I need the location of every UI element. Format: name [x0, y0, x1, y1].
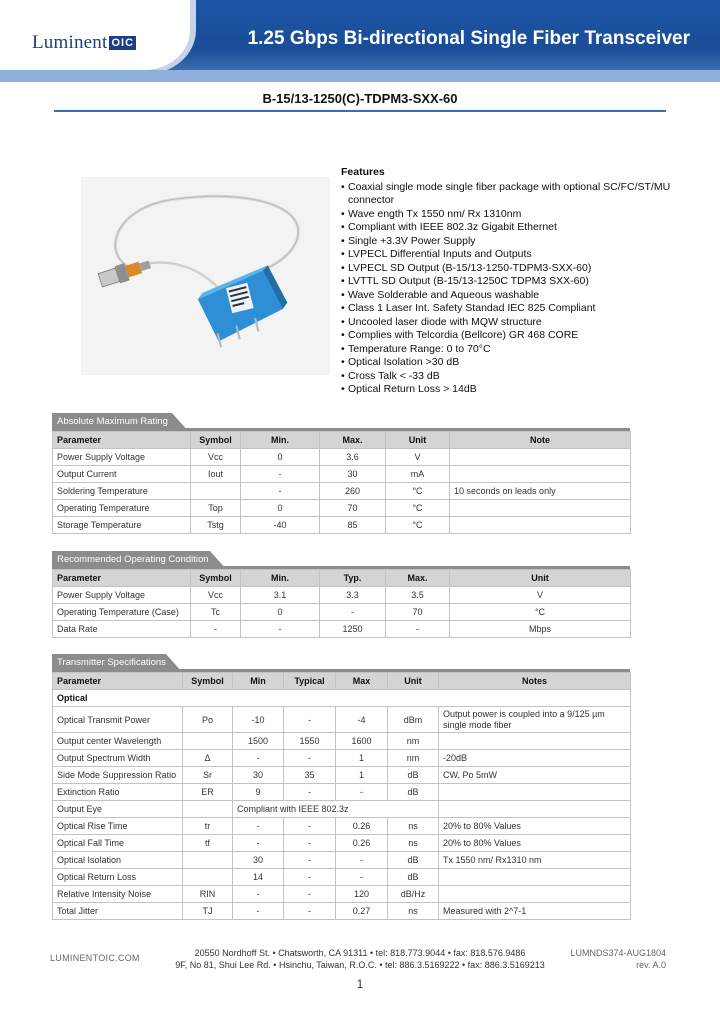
table-cell: dB/Hz: [388, 886, 439, 903]
table-cell: 3.1: [241, 587, 320, 604]
rec-op-table: [52, 569, 631, 638]
parameter-cell: Power Supply Voltage: [53, 587, 191, 604]
company-logo: [32, 32, 136, 54]
features-items: [341, 181, 671, 397]
rec-op-body: [53, 587, 631, 638]
tx-tab-row: [52, 654, 630, 672]
table-row: [53, 449, 631, 466]
table-cell: 0: [241, 604, 320, 621]
table-cell: -: [233, 818, 284, 835]
table-cell: dB: [388, 767, 439, 784]
column-header: Unit: [386, 432, 450, 449]
table-cell: -: [284, 869, 336, 886]
table-cell: Output power is coupled into a 9/125 µm single mode fiber: [439, 707, 631, 733]
parameter-cell: Output center Wavelength: [53, 733, 183, 750]
table-cell: tr: [183, 818, 233, 835]
table-cell: 1: [336, 767, 388, 784]
table-cell: 0.26: [336, 818, 388, 835]
table-cell: [439, 869, 631, 886]
table-cell: 35: [284, 767, 336, 784]
rec-op-section: [52, 551, 630, 638]
table-cell: 30: [320, 466, 386, 483]
page-number: 1: [356, 977, 364, 991]
footer-doc-info: [570, 947, 666, 971]
parameter-cell: Optical Return Loss: [53, 869, 183, 886]
table-cell: [450, 500, 631, 517]
table-cell: dBm: [388, 707, 439, 733]
table-cell: [439, 784, 631, 801]
table-row: [53, 587, 631, 604]
table-cell: -: [241, 466, 320, 483]
table-row: [53, 621, 631, 638]
rec-op-tab: Recommended Operating Condition: [52, 551, 210, 569]
table-row: [53, 784, 631, 801]
feature-item: • Cross Talk < -33 dB: [341, 370, 671, 384]
banner-lower-band: [0, 70, 720, 82]
feature-item: • Single +3.3V Power Supply: [341, 235, 671, 249]
table-cell: [450, 449, 631, 466]
column-header: Parameter: [53, 570, 191, 587]
column-header: Min.: [241, 432, 320, 449]
table-cell: Tx 1550 nm/ Rx1310 nm: [439, 852, 631, 869]
parameter-cell: Total Jitter: [53, 903, 183, 920]
table-header-row: [53, 570, 631, 587]
table-cell: [439, 733, 631, 750]
table-cell: Iout: [191, 466, 241, 483]
parameter-cell: Operating Temperature: [53, 500, 191, 517]
table-cell: TJ: [183, 903, 233, 920]
parameter-cell: Operating Temperature (Case): [53, 604, 191, 621]
table-cell: ns: [388, 835, 439, 852]
column-header: Note: [450, 432, 631, 449]
feature-item: • LVPECL SD Output (B-15/13-1250-TDPM3-SXX-60): [341, 262, 671, 276]
table-row: [53, 869, 631, 886]
group-label: Optical: [53, 690, 631, 707]
parameter-cell: Optical Rise Time: [53, 818, 183, 835]
address-line: 9F, No 81, Shui Lee Rd. • Hsinchu, Taiwan, R.O.C. • tel: 886.3.5169222 • fax: 886.3.5169213: [175, 960, 545, 970]
table-cell: 10 seconds on leads only: [450, 483, 631, 500]
table-cell: -: [386, 621, 450, 638]
features-list: [341, 166, 671, 397]
table-cell: Vcc: [191, 587, 241, 604]
table-cell: -10: [233, 707, 284, 733]
table-row: [53, 767, 631, 784]
table-header-row: [53, 432, 631, 449]
feature-item: • Class 1 Laser Int. Safety Standad IEC 825 Compliant: [341, 302, 671, 316]
column-header: Notes: [439, 673, 631, 690]
table-cell: 0: [241, 449, 320, 466]
table-cell: nm: [388, 733, 439, 750]
section-rule: [52, 428, 630, 431]
column-header: Parameter: [53, 673, 183, 690]
table-cell: Tstg: [191, 517, 241, 534]
parameter-cell: Power Supply Voltage: [53, 449, 191, 466]
table-cell: -: [233, 886, 284, 903]
table-cell: 1550: [284, 733, 336, 750]
table-cell: Po: [183, 707, 233, 733]
table-row: [53, 466, 631, 483]
table-cell: 3.3: [320, 587, 386, 604]
feature-item: • Wave Solderable and Aqueous washable: [341, 289, 671, 303]
table-cell: 3.6: [320, 449, 386, 466]
table-cell: mA: [386, 466, 450, 483]
table-cell: Mbps: [450, 621, 631, 638]
table-cell: -: [320, 604, 386, 621]
table-cell: Δ: [183, 750, 233, 767]
table-cell: nm: [388, 750, 439, 767]
column-header: Unit: [450, 570, 631, 587]
table-cell: 0: [241, 500, 320, 517]
table-cell: -: [336, 784, 388, 801]
abs-max-table: [52, 431, 631, 534]
table-cell: ns: [388, 903, 439, 920]
table-cell: RIN: [183, 886, 233, 903]
feature-item: • Temperature Range: 0 to 70°C: [341, 343, 671, 357]
table-cell: Vcc: [191, 449, 241, 466]
table-cell: 1600: [336, 733, 388, 750]
table-row: [53, 517, 631, 534]
table-cell: [183, 852, 233, 869]
logo-badge: OIC: [111, 37, 135, 49]
table-cell: -40: [241, 517, 320, 534]
column-header: Min.: [241, 570, 320, 587]
table-cell: dB: [388, 869, 439, 886]
revision: rev. A.0: [636, 960, 666, 970]
table-row: [53, 886, 631, 903]
parameter-cell: Optical Isolation: [53, 852, 183, 869]
table-group-row: [53, 690, 631, 707]
transceiver-illustration: [81, 177, 330, 375]
column-header: Parameter: [53, 432, 191, 449]
feature-item: • Wave ength Tx 1550 nm/ Rx 1310nm: [341, 208, 671, 222]
table-cell: ns: [388, 818, 439, 835]
tx-tab: Transmitter Specifications: [52, 654, 166, 672]
parameter-cell: Storage Temperature: [53, 517, 191, 534]
parameter-cell: Soldering Temperature: [53, 483, 191, 500]
table-cell: V: [386, 449, 450, 466]
table-cell: 0.27: [336, 903, 388, 920]
table-cell: Measured with 2^7-1: [439, 903, 631, 920]
tx-body: [53, 690, 631, 920]
parameter-cell: Extinction Ratio: [53, 784, 183, 801]
rec-op-tab-row: [52, 551, 630, 569]
parameter-cell: Relative Intensity Noise: [53, 886, 183, 903]
tx-section: [52, 654, 630, 920]
table-cell: °C: [386, 500, 450, 517]
table-cell: -: [284, 818, 336, 835]
parameter-cell: Output Current: [53, 466, 191, 483]
address-line: 20550 Nordhoff St. • Chatsworth, CA 91311 • tel: 818.773.9044 • fax: 818.576.9486: [194, 948, 526, 958]
table-cell: -: [336, 869, 388, 886]
table-cell: [183, 801, 233, 818]
feature-item: • LVPECL Differential Inputs and Outputs: [341, 248, 671, 262]
table-cell: [450, 466, 631, 483]
table-cell: -: [284, 784, 336, 801]
table-cell: 70: [320, 500, 386, 517]
header-banner: [0, 0, 720, 82]
product-photo: [81, 177, 330, 375]
feature-item: • Compliant with IEEE 802.3z Gigabit Ethernet: [341, 221, 671, 235]
features-title: Features: [341, 166, 385, 178]
table-cell: -: [233, 835, 284, 852]
column-header: Min: [233, 673, 284, 690]
table-cell: [450, 517, 631, 534]
table-cell: -4: [336, 707, 388, 733]
table-cell: 9: [233, 784, 284, 801]
table-cell: dB: [388, 852, 439, 869]
table-row: [53, 604, 631, 621]
table-cell: -: [284, 903, 336, 920]
table-cell: °C: [450, 604, 631, 621]
parameter-cell: Output Eye: [53, 801, 183, 818]
table-cell: 30: [233, 852, 284, 869]
table-cell: -: [336, 852, 388, 869]
table-cell: ER: [183, 784, 233, 801]
table-cell: [183, 733, 233, 750]
column-header: Typical: [284, 673, 336, 690]
feature-item: • Optical Return Loss > 14dB: [341, 383, 671, 397]
abs-max-tab: Absolute Maximum Rating: [52, 413, 172, 431]
table-cell: Sr: [183, 767, 233, 784]
table-row: [53, 801, 631, 818]
table-cell: 14: [233, 869, 284, 886]
table-cell: 85: [320, 517, 386, 534]
table-cell: [183, 869, 233, 886]
table-cell: 260: [320, 483, 386, 500]
section-rule: [52, 669, 630, 672]
table-cell: -: [284, 886, 336, 903]
table-cell: Tc: [191, 604, 241, 621]
table-cell: CW, Po 5mW: [439, 767, 631, 784]
footer-website: LUMINENTOIC.COM: [50, 953, 140, 963]
table-cell: -: [191, 621, 241, 638]
table-cell: 120: [336, 886, 388, 903]
table-cell: 1500: [233, 733, 284, 750]
feature-item: • Optical Isolation >30 dB: [341, 356, 671, 370]
parameter-cell: Output Spectrum Width: [53, 750, 183, 767]
table-row: [53, 483, 631, 500]
column-header: Symbol: [191, 432, 241, 449]
table-cell: 1250: [320, 621, 386, 638]
feature-item: • Complies with Telcordia (Bellcore) GR 468 CORE: [341, 329, 671, 343]
table-header-row: [53, 673, 631, 690]
parameter-cell: Optical Transmit Power: [53, 707, 183, 733]
table-cell: [439, 801, 631, 818]
table-cell: [439, 886, 631, 903]
table-cell: 3.5: [386, 587, 450, 604]
table-cell: [191, 483, 241, 500]
table-row: [53, 852, 631, 869]
table-cell: -: [284, 852, 336, 869]
parameter-cell: Data Rate: [53, 621, 191, 638]
table-cell: -: [233, 750, 284, 767]
column-header: Symbol: [191, 570, 241, 587]
table-cell: V: [450, 587, 631, 604]
table-row: [53, 835, 631, 852]
abs-max-body: [53, 449, 631, 534]
table-cell: -: [284, 707, 336, 733]
table-row: [53, 707, 631, 733]
table-cell: Top: [191, 500, 241, 517]
column-header: Symbol: [183, 673, 233, 690]
table-cell: Compliant with IEEE 802.3z: [233, 801, 439, 818]
table-row: [53, 903, 631, 920]
feature-item: • LVTTL SD Output (B-15/13-1250C TDPM3 SXX-60): [341, 275, 671, 289]
table-cell: -: [241, 621, 320, 638]
column-header: Typ.: [320, 570, 386, 587]
table-cell: 30: [233, 767, 284, 784]
table-row: [53, 818, 631, 835]
table-row: [53, 500, 631, 517]
table-cell: 0.26: [336, 835, 388, 852]
parameter-cell: Side Mode Suppression Ratio: [53, 767, 183, 784]
table-cell: °C: [386, 517, 450, 534]
abs-max-tab-row: [52, 413, 630, 431]
table-cell: -20dB: [439, 750, 631, 767]
table-cell: 1: [336, 750, 388, 767]
table-cell: °C: [386, 483, 450, 500]
table-cell: 20% to 80% Values: [439, 835, 631, 852]
table-cell: -: [284, 835, 336, 852]
feature-item: • Coaxial single mode single fiber package with optional SC/FC/ST/MU connector: [341, 181, 671, 208]
table-row: [53, 733, 631, 750]
table-cell: -: [233, 903, 284, 920]
column-header: Max.: [386, 570, 450, 587]
logo-text: Luminent: [32, 32, 108, 53]
abs-max-section: [52, 413, 630, 534]
column-header: Unit: [388, 673, 439, 690]
column-header: Max: [336, 673, 388, 690]
parameter-cell: Optical Fall Time: [53, 835, 183, 852]
table-cell: tf: [183, 835, 233, 852]
part-number: B-15/13-1250(C)-TDPM3-SXX-60: [262, 91, 458, 106]
table-cell: dB: [388, 784, 439, 801]
section-rule: [52, 566, 630, 569]
doc-id: LUMNDS374-AUG1804: [570, 948, 666, 958]
table-cell: 70: [386, 604, 450, 621]
feature-item: • Uncooled laser diode with MQW structure: [341, 316, 671, 330]
tx-table: [52, 672, 631, 920]
table-row: [53, 750, 631, 767]
part-number-rule: [54, 110, 666, 112]
table-cell: 20% to 80% Values: [439, 818, 631, 835]
column-header: Max.: [320, 432, 386, 449]
document-title: 1.25 Gbps Bi-directional Single Fiber Transceiver: [247, 28, 690, 49]
table-cell: -: [241, 483, 320, 500]
table-cell: -: [284, 750, 336, 767]
